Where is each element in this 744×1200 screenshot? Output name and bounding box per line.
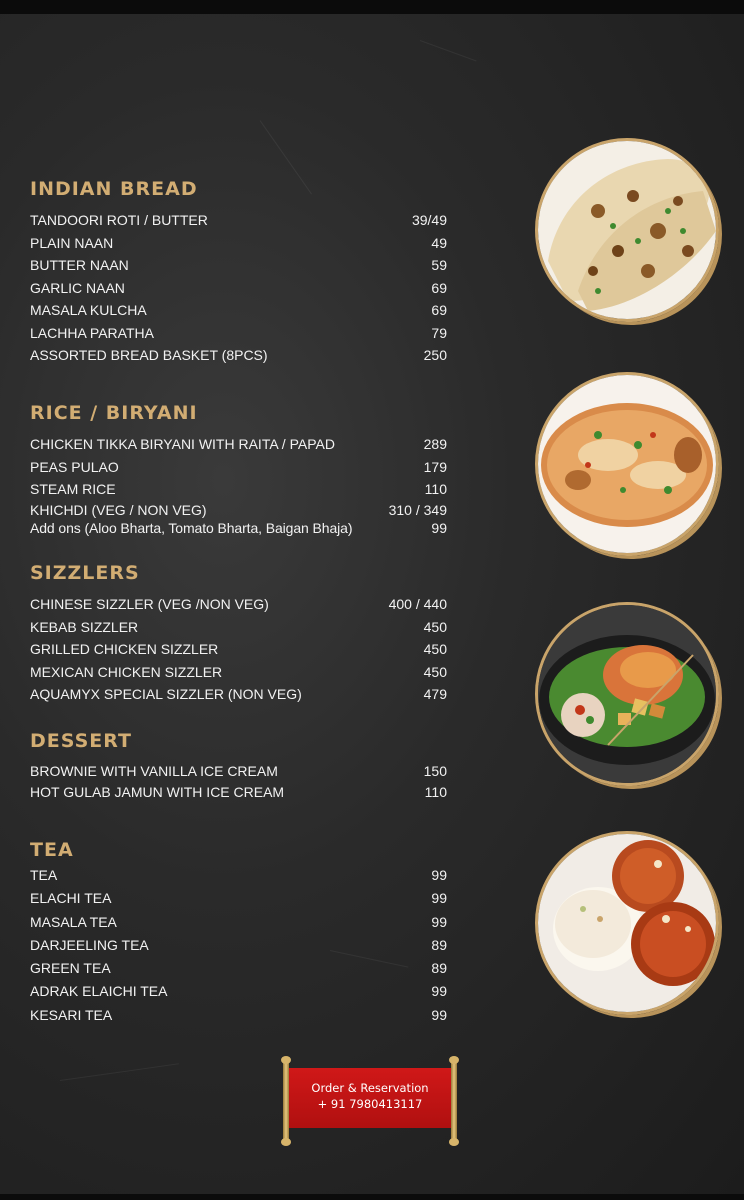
item-name: LACHHA PARATHA	[30, 324, 154, 341]
menu-item	[30, 638, 450, 661]
menu-item	[30, 209, 450, 232]
chalk-scratch	[420, 40, 477, 61]
item-price: 150	[423, 763, 447, 779]
item-name: ADRAK ELAICHI TEA	[30, 983, 168, 1000]
menu-item	[30, 232, 450, 255]
item-price: 99	[431, 1006, 447, 1023]
item-price: 99	[431, 867, 447, 883]
item-name: KHICHDI (VEG / NON VEG)	[30, 501, 207, 518]
item-name: KESARI TEA	[30, 1006, 113, 1023]
menu-item	[30, 661, 450, 684]
menu-item	[30, 254, 450, 277]
item-price: 69	[431, 279, 447, 296]
item-price: 99	[431, 890, 447, 907]
item-price: 479	[423, 686, 447, 702]
menu-item	[30, 593, 450, 616]
menu-item	[30, 782, 450, 803]
item-name: STEAM RICE	[30, 481, 116, 497]
section-title: TEA	[30, 839, 74, 861]
section-title: RICE / BIRYANI	[30, 402, 198, 424]
scroll-rod-right	[451, 1058, 457, 1144]
item-price: 310 / 349	[388, 501, 447, 518]
item-price: 49	[431, 234, 447, 251]
item-price: 89	[431, 960, 447, 977]
menu-item	[30, 277, 450, 300]
section-dessert	[30, 729, 450, 803]
item-name: MEXICAN CHICKEN SIZZLER	[30, 663, 223, 680]
section-title: INDIAN BREAD	[30, 178, 198, 200]
menu-item	[30, 616, 450, 639]
item-name: TEA	[30, 867, 58, 883]
item-name: CHICKEN TIKKA BIRYANI WITH RAITA / PAPAD	[30, 436, 335, 452]
menu-item	[30, 911, 450, 934]
item-name: CHINESE SIZZLER (VEG /NON VEG)	[30, 596, 269, 612]
order-reservation-button[interactable]	[289, 1068, 451, 1128]
item-price: 99	[431, 519, 447, 536]
item-name: PEAS PULAO	[30, 458, 119, 475]
item-name: PLAIN NAAN	[30, 234, 114, 251]
menu-item	[30, 322, 450, 345]
menu-item	[30, 864, 450, 887]
item-price: 450	[423, 663, 447, 680]
menu-item-addons	[30, 519, 450, 537]
item-price: 250	[423, 347, 447, 363]
order-reservation-label: Order & Reservation	[311, 1081, 429, 1095]
item-name: GRILLED CHICKEN SIZZLER	[30, 641, 219, 657]
chalk-scratch	[60, 1063, 179, 1081]
menu-item	[30, 478, 450, 501]
menu-item	[30, 957, 450, 980]
menu-item	[30, 344, 450, 367]
item-price: 289	[423, 436, 447, 452]
item-name: KEBAB SIZZLER	[30, 618, 139, 635]
item-price: 450	[423, 618, 447, 635]
item-price: 450	[423, 641, 447, 657]
gulab-jamun-photo	[535, 831, 719, 1015]
section-tea	[30, 838, 450, 1027]
bottom-bar	[0, 1194, 744, 1200]
item-price: 89	[431, 936, 447, 953]
menu-item	[30, 1004, 450, 1027]
item-name: DARJEELING TEA	[30, 936, 149, 953]
item-name: MASALA KULCHA	[30, 302, 147, 318]
item-name: BUTTER NAAN	[30, 257, 129, 273]
menu-item	[30, 501, 450, 519]
menu-item	[30, 980, 450, 1003]
section-title: DESSERT	[30, 730, 132, 752]
item-price: 59	[431, 257, 447, 273]
item-price: 39/49	[411, 212, 447, 228]
item-name: MASALA TEA	[30, 913, 117, 930]
section-rice-biryani	[30, 401, 450, 537]
menu-item	[30, 887, 450, 910]
menu-item	[30, 456, 450, 479]
item-name: ELACHI TEA	[30, 890, 112, 907]
section-sizzlers	[30, 561, 450, 706]
menu-item	[30, 934, 450, 957]
order-reservation-banner[interactable]	[283, 1058, 457, 1142]
item-name: BROWNIE WITH VANILLA ICE CREAM	[30, 763, 278, 779]
item-price: 99	[431, 983, 447, 1000]
item-price: 400 / 440	[388, 596, 447, 612]
item-price: 69	[431, 302, 447, 318]
section-title: SIZZLERS	[30, 562, 140, 584]
menu-item	[30, 433, 450, 456]
menu-item	[30, 683, 450, 706]
item-name: HOT GULAB JAMUN WITH ICE CREAM	[30, 784, 285, 800]
item-name: ASSORTED BREAD BASKET (8PCS)	[30, 347, 268, 363]
biryani-photo	[535, 372, 719, 556]
item-name: AQUAMYX SPECIAL SIZZLER (NON VEG)	[30, 686, 302, 702]
section-indian-bread	[30, 177, 450, 367]
phone-number[interactable]: + 91 7980413117	[317, 1097, 423, 1111]
status-bar	[0, 0, 744, 14]
sizzler-photo	[535, 602, 719, 786]
item-price: 179	[423, 458, 447, 475]
item-price: 79	[431, 324, 447, 341]
menu-item	[30, 761, 450, 782]
item-price: 110	[424, 784, 447, 800]
item-name: GREEN TEA	[30, 960, 111, 977]
naan-photo	[535, 138, 719, 322]
item-name: Add ons (Aloo Bharta, Tomato Bharta, Baigan Bhaja)	[30, 519, 353, 536]
item-name: TANDOORI ROTI / BUTTER	[30, 212, 208, 228]
menu-item	[30, 299, 450, 322]
item-price: 99	[431, 913, 447, 930]
item-price: 110	[424, 481, 447, 497]
item-name: GARLIC NAAN	[30, 279, 125, 296]
